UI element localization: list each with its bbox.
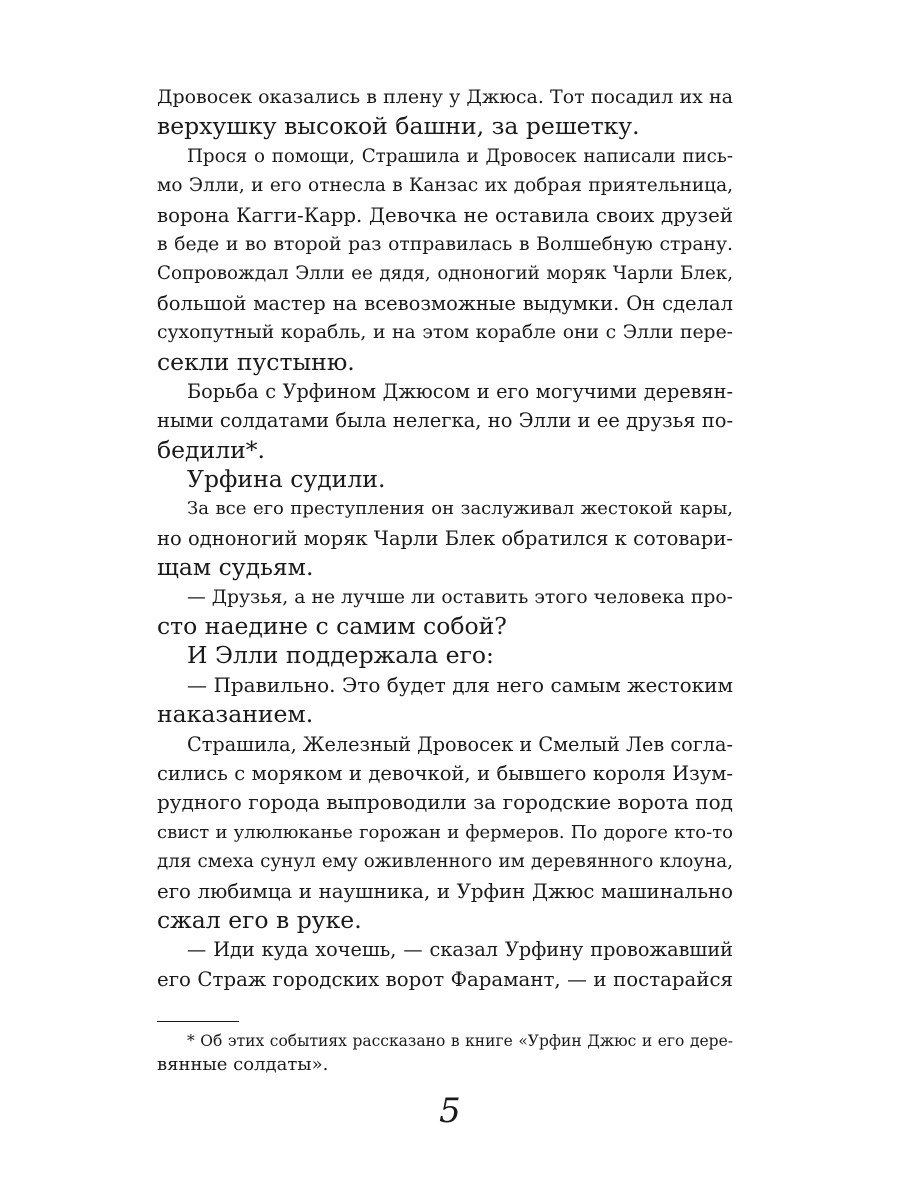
text-line: — Иди куда хочешь, — сказал Урфину провожавший <box>187 938 733 962</box>
text-line: Сопровождал Элли ее дядя, одноногий моряк Чарли Блек, <box>157 263 733 285</box>
footnote <box>157 1029 733 1077</box>
text-line: Прося о помощи, Страшила и Дровосек написали пись- <box>187 145 733 167</box>
text-line: большой мастер на всевозможные выдумки. Он сделал <box>157 291 733 315</box>
text-line: За все его преступления он заслуживал жестокой кары, <box>187 498 733 520</box>
text-line: Дровосек оказались в плену у Джюса. Тот посадил их на <box>157 86 733 108</box>
text-line: — Правильно. Это будет для него самым жестоким <box>187 672 733 697</box>
text-line: секли пустыню. <box>157 347 355 376</box>
footnote-divider <box>157 1021 239 1022</box>
text-line: наказанием. <box>157 700 314 729</box>
text-line: ными солдатами была нелегка, но Элли и ее друзья по- <box>157 409 734 433</box>
page-number: 5 <box>439 1091 461 1131</box>
text-line: сто наедине с самим собой? <box>157 612 507 641</box>
text-line: сились с моряком и девочкой, и бывшего короля Изум- <box>157 761 733 785</box>
text-line: его Страж городских ворот Фарамант, — и постарайся <box>157 967 733 991</box>
text-line: Урфина судили. <box>187 465 386 494</box>
text-line: рудного города выпроводили за городские ворота под <box>157 790 733 815</box>
text-line: для смеха сунул ему оживленного им деревянного клоуна, <box>157 851 733 873</box>
text-line: сухопутный корабль, и на этом корабле они с Элли пере- <box>157 322 733 344</box>
text-line: сжал его в руке. <box>157 905 362 934</box>
text-line: щам судьям. <box>157 553 314 582</box>
text-line: мо Элли, и его отнесла в Канзас их добрая приятельница, <box>157 175 733 197</box>
footnote-line: * Об этих событиях рассказано в книге «Урфин Джюс и его дере- <box>187 1032 733 1050</box>
text-line: но одноногий моряк Чарли Блек обратился к сотовари- <box>157 526 733 550</box>
text-line: в беде и во второй раз отправилась в Волшебную страну. <box>157 233 733 255</box>
text-line: его любимца и наушника, и Урфин Джюс машинально <box>157 879 733 903</box>
text-line: И Элли поддержала его: <box>187 641 494 670</box>
text-line: — Друзья, а не лучше ли оставить этого человека про- <box>187 586 733 608</box>
footnote-line: вянные солдаты». <box>157 1054 329 1075</box>
text-line: свист и улюлюканье горожан и фермеров. По дороге кто-то <box>157 821 733 843</box>
text-line: бедили*. <box>157 435 265 464</box>
text-line: ворона Кагги-Карр. Девочка не оставила своих друзей <box>157 203 733 227</box>
text-line: верхушку высокой башни, за решетку. <box>157 112 640 141</box>
text-line: Борьба с Урфином Джюсом и его могучими деревян- <box>187 379 733 403</box>
text-line: Страшила, Железный Дровосек и Смелый Лев согла- <box>187 732 734 756</box>
body-text <box>157 83 733 994</box>
